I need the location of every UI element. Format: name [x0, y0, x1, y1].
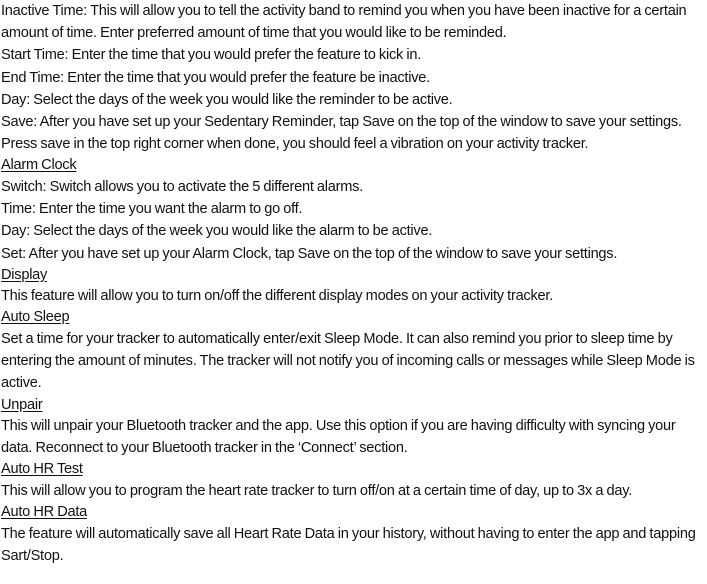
save-paragraph: Save: After you have set up your Sedentary Reminder, tap Save on the top of the window to save your settings. — [1, 114, 682, 131]
unpair-heading: Unpair — [1, 396, 43, 413]
display-heading: Display — [1, 266, 48, 283]
alarm-set-paragraph: Set: After you have set up your Alarm Clock, tap Save on the top of the window to save your settings. — [1, 245, 618, 262]
alarm-day-paragraph: Day: Select the days of the week you would like the alarm to be active. — [1, 223, 433, 240]
auto-hr-test-paragraph: This will allow you to program the heart rate tracker to turn off/on at a certain time of day, up to 3x a day. — [1, 482, 633, 499]
auto-sleep-paragraph: Set a time for your tracker to automatically enter/exit Sleep Mode. It can also remind you prior to sleep time by entering the amount of minutes. The tracker will not notify you of incoming calls or messages while Sleep Mode is active. — [1, 330, 695, 392]
alarm-time-paragraph: Time: Enter the time you want the alarm to go off. — [1, 201, 303, 218]
start-time-paragraph: Start Time: Enter the time that you would prefer the feature to kick in. — [1, 47, 422, 64]
auto-hr-data-heading: Auto HR Data — [1, 504, 88, 521]
unpair-paragraph: This will unpair your Bluetooth tracker and the app. Use this option if you are having difficulty with syncing your data. Reconnect to your Bluetooth tracker in the ‘Connect’ section. — [1, 418, 676, 457]
end-time-paragraph: End Time: Enter the time that you would prefer the feature be inactive. — [1, 69, 430, 86]
auto-sleep-heading: Auto Sleep — [1, 309, 70, 326]
press-save-paragraph: Press save in the top right corner when done, you should feel a vibration on your activity tracker. — [1, 136, 589, 153]
document-body — [1, 0, 705, 567]
inactive-time-paragraph: Inactive Time: This will allow you to tell the activity band to remind you when you have been inactive for a certain amount of time. Enter preferred amount of time that you would like to be reminded. — [1, 3, 687, 42]
display-paragraph: This feature will allow you to turn on/off the different display modes on your activity tracker. — [1, 288, 553, 305]
alarm-switch-paragraph: Switch: Switch allows you to activate the 5 different alarms. — [1, 178, 364, 195]
auto-hr-test-heading: Auto HR Test — [1, 461, 83, 478]
alarm-clock-heading: Alarm Clock — [1, 157, 77, 174]
day-paragraph: Day: Select the days of the week you would like the reminder to be active. — [1, 91, 453, 108]
auto-hr-data-paragraph: The feature will automatically save all Heart Rate Data in your history, without having to enter the app and tapping Sart/Stop. — [1, 525, 696, 564]
